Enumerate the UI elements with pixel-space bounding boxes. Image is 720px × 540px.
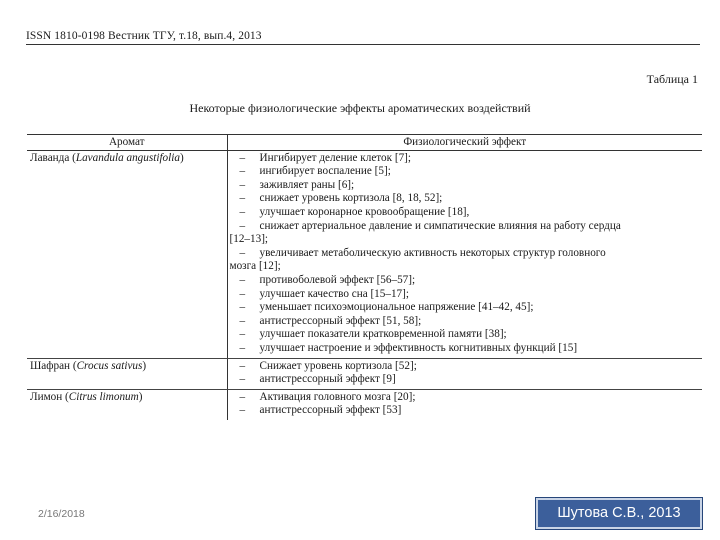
aroma-name: Лимон — [30, 390, 63, 403]
effect-item: – снижает уровень кортизола [8, 18, 52]; — [239, 192, 443, 205]
effect-item: – улучшает настроение и эффективность когнитивных функций [15] — [239, 341, 578, 354]
effect-item: – заживляет раны [6]; — [239, 178, 355, 191]
effect-item: – снижает артериальное давление и симпатические влияния на работу сердца — [239, 219, 621, 232]
effect-item: – Ингибирует деление клеток [7]; — [239, 151, 412, 164]
table-title: Некоторые физиологические эффекты ароматических воздействий — [189, 101, 531, 115]
aroma-latin: Citrus limonum — [68, 390, 139, 403]
effect-item: – улучшает качество сна [15–17]; — [239, 287, 409, 300]
effect-item: – Снижает уровень кортизола [52]; — [239, 359, 417, 372]
author-badge: Шутова С.В., 2013 — [535, 497, 703, 530]
effect-item: – улучшает коронарное кровообращение [18], — [239, 205, 470, 218]
aroma-latin: Lavandula angustifolia — [75, 151, 180, 164]
table-row-lavender — [27, 150, 702, 358]
header-rule — [26, 44, 700, 45]
effect-item: – ингибирует воспаление [5]; — [239, 165, 391, 178]
table-row-lemon — [27, 389, 702, 420]
aroma-name: Лаванда — [30, 151, 70, 164]
effects-cell — [227, 358, 702, 389]
table-row-saffron — [27, 358, 702, 389]
effect-item: – антистрессорный эффект [51, 58]; — [239, 314, 422, 327]
effect-item-continuation: мозга [12]; — [229, 260, 281, 273]
effect-item: – антистрессорный эффект [9] — [239, 373, 396, 386]
journal-header: ISSN 1810-0198 Вестник ТГУ, т.18, вып.4, 2013 — [26, 30, 262, 42]
column-header-aroma: Аромат — [27, 135, 227, 151]
effect-item: – улучшает показатели кратковременной памяти [38]; — [239, 328, 507, 341]
effects-cell — [227, 150, 702, 358]
slide-date: 2/16/2018 — [38, 508, 85, 520]
column-header-effect: Физиологический эффект — [227, 135, 702, 151]
effects-cell — [227, 389, 702, 420]
effect-item: – антистрессорный эффект [53] — [239, 404, 402, 417]
effects-table — [27, 134, 702, 420]
table-label: Таблица 1 — [646, 72, 698, 86]
aroma-cell: Шафран (Crocus sativus) — [27, 358, 227, 389]
effect-item: – противоболевой эффект [56–57]; — [239, 273, 416, 286]
aroma-cell: Лимон (Citrus limonum) — [30, 390, 143, 403]
effect-item: – увеличивает метаболическую активность некоторых структур головного — [239, 246, 606, 259]
effect-item-continuation: [12–13]; — [229, 233, 269, 246]
aroma-latin: Crocus sativus — [76, 359, 143, 372]
table-header-row — [27, 135, 702, 151]
effect-item: – Активация головного мозга [20]; — [239, 390, 416, 403]
aroma-cell: Лаванда (Lavandula angustifolia) — [27, 150, 227, 358]
effect-item: – уменьшает психоэмоциональное напряжение [41–42, 45]; — [239, 301, 534, 314]
aroma-name: Шафран — [30, 359, 71, 372]
